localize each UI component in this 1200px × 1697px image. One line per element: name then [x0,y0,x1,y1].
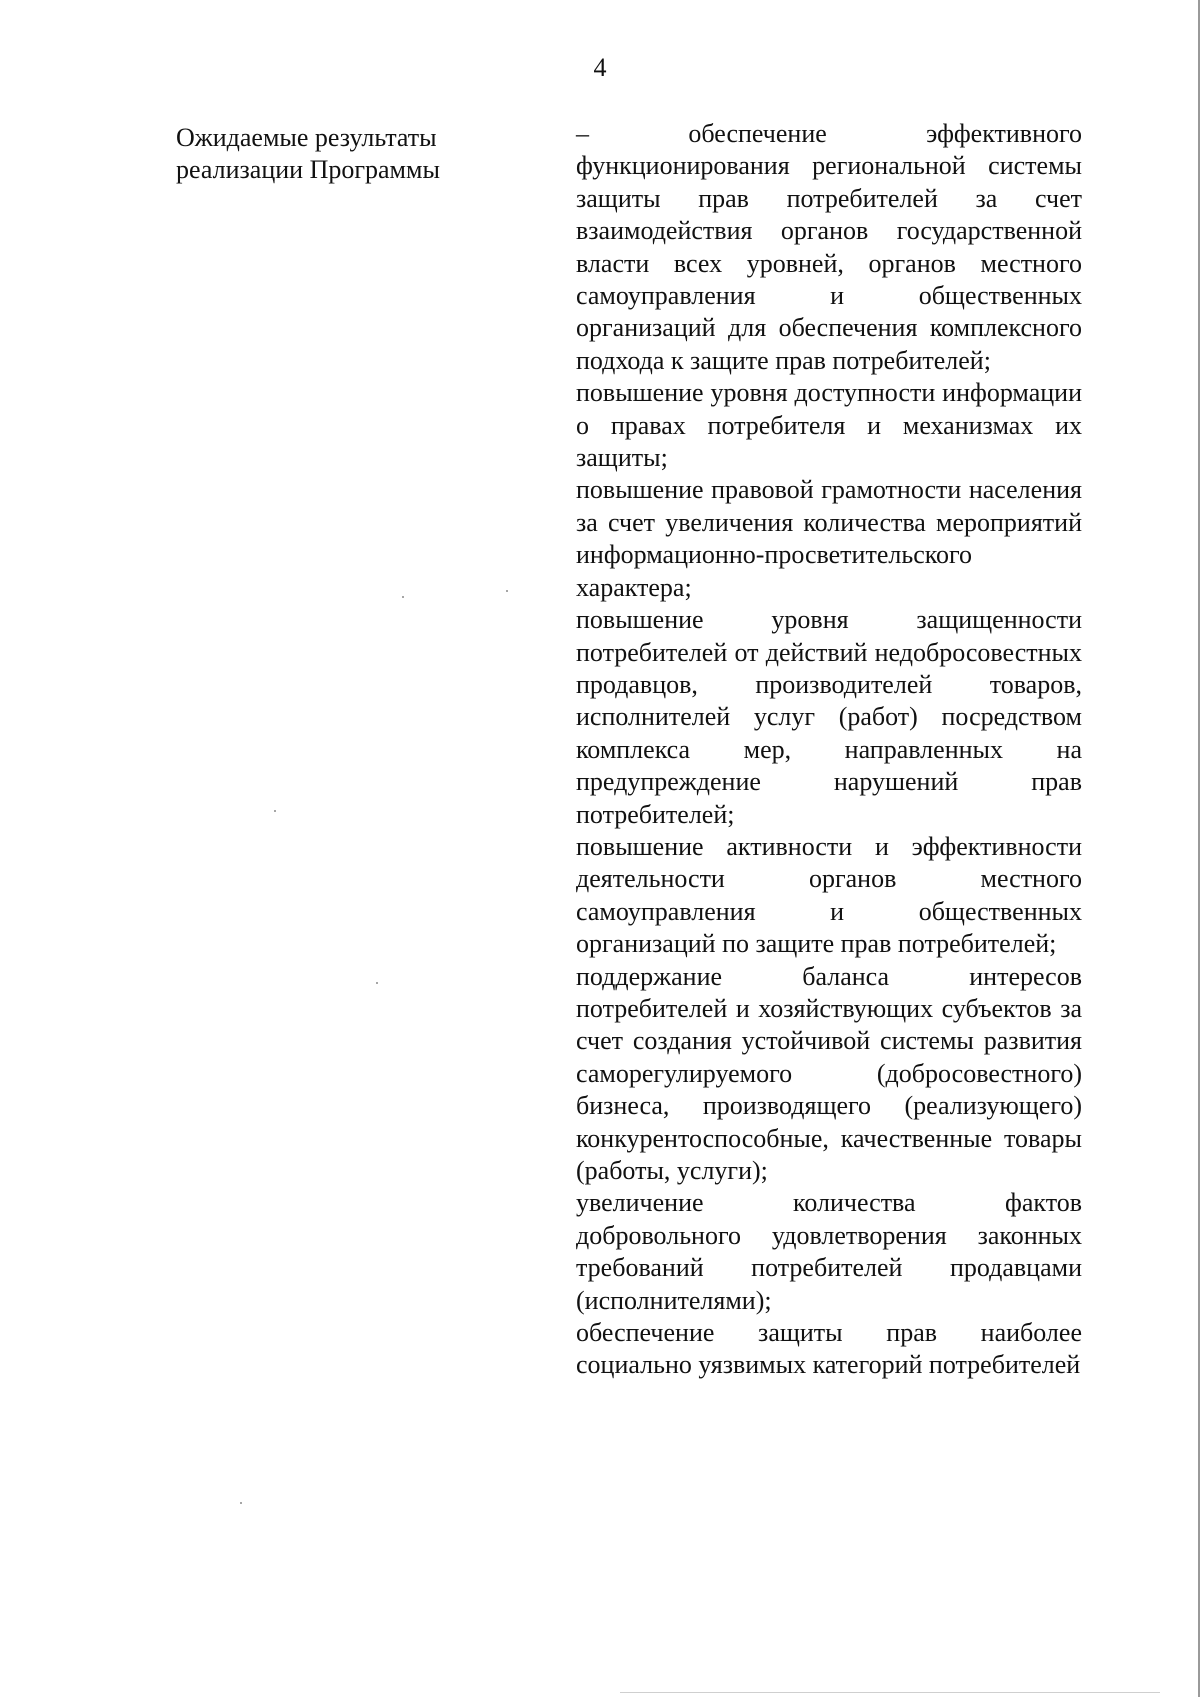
result-item-vulnerable-groups: обеспечение защиты прав наиболее социально уязвимых категорий потребителей [576,1318,1082,1380]
expected-results-list [576,118,1082,1382]
scan-speck [402,596,404,598]
section-label [176,122,496,186]
section-label-line-1: Ожидаемые результаты [176,123,437,152]
scan-bottom-line [620,1692,1160,1693]
scan-speck [506,590,508,592]
result-item-consumer-protection: повышение уровня защищенности потребителей от действий недобросовестных продавцов, производителей товаров, исполнителей услуг (работ) посредством комплекса мер, направленных на предупреждение нарушений прав потребителей; [576,605,1082,829]
scan-speck [274,810,276,812]
page-number: 4 [593,53,607,82]
result-item-local-activity: повышение активности и эффективности деятельности органов местного самоуправления и общественных организаций по защите прав потребителей; [576,831,1082,959]
section-label-line-2: реализации Программы [176,155,440,184]
result-item-regional-system: – обеспечение эффективного функционирования региональной системы защиты прав потребителей за счет взаимодействия органов государственной власти всех уровней, органов местного самоуправления и общественных организаций для обеспечения комплексного подхода к защите прав потребителей; [576,119,1082,375]
scan-speck [240,1502,242,1504]
result-item-interest-balance: поддержание баланса интересов потребителей и хозяйствующих субъектов за счет создания устойчивой системы развития саморегулируемого (добросовестного) бизнеса, производящего (реализующего) конкурентоспособные, качественные товары (работы, услуги); [576,961,1082,1185]
result-item-voluntary-satisfaction: увеличение количества фактов добровольного удовлетворения законных требований потребителей продавцами (исполнителями); [576,1188,1082,1315]
result-item-legal-literacy: повышение правовой грамотности населения за счет увеличения количества мероприятий информационно-просветительского характера; [576,475,1082,602]
result-item-information-access: повышение уровня доступности информации о правах потребителя и механизмах их защиты; [576,378,1082,473]
scan-speck [376,982,378,984]
